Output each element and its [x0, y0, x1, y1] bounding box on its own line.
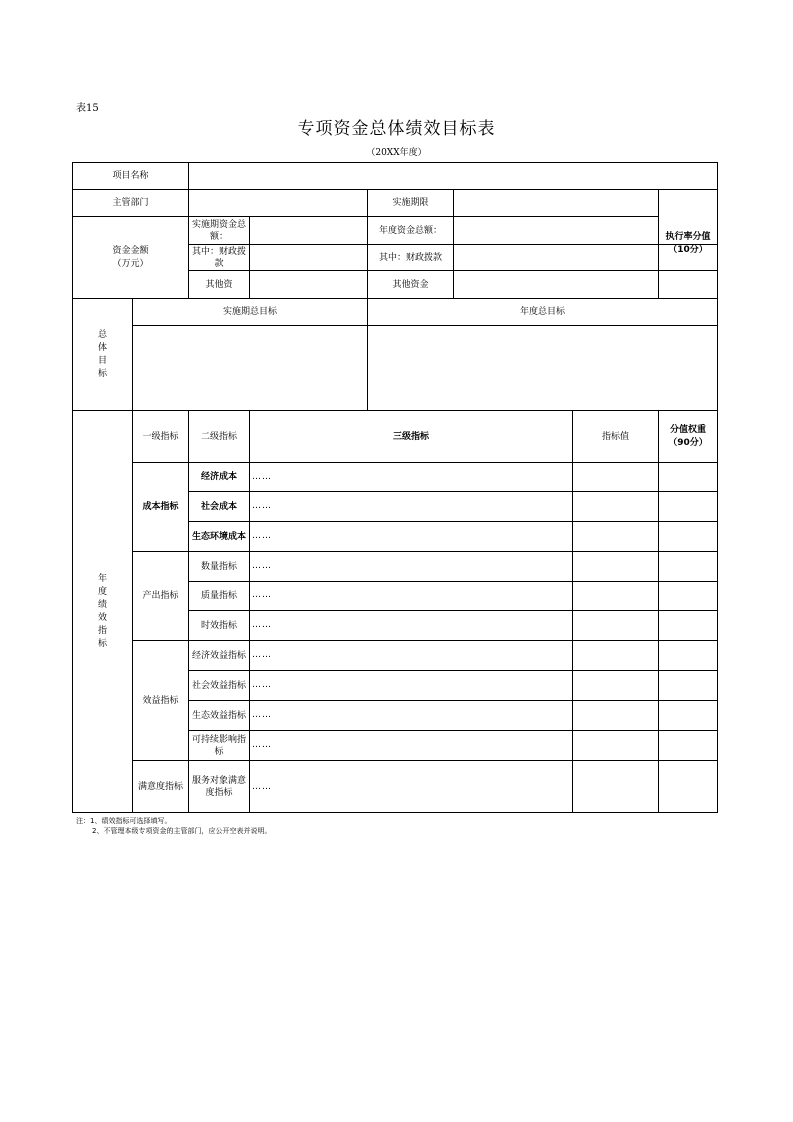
output-quality-label: 质量指标: [200, 591, 237, 601]
level3-ellipsis: ……: [252, 472, 272, 482]
annual-goal-label: 年度总目标: [519, 307, 565, 317]
overall-goal-char: 标: [97, 368, 107, 379]
other-impl-label: 其他资: [205, 279, 233, 290]
satisfaction-service-label: 服务对象满意度指标: [191, 775, 246, 798]
benefit-sustain-label: 可持续影响指标: [191, 734, 246, 757]
level3-ellipsis: ……: [252, 620, 272, 630]
level3-ellipsis: ……: [252, 680, 272, 690]
cost-social-label: 社会成本: [200, 501, 237, 512]
funds-label-line2: （万元）: [112, 258, 149, 269]
header-weight: [659, 411, 717, 462]
level3-ellipsis: ……: [252, 710, 272, 720]
header-value: 指标值: [601, 431, 629, 442]
level3-ellipsis: ……: [252, 740, 272, 750]
header-weight-line2: （90分）: [668, 437, 708, 448]
fiscal-label-impl: 其中：财政拨款: [191, 246, 246, 269]
level3-ellipsis: ……: [252, 590, 272, 600]
output-qty-label: 数量指标: [200, 561, 237, 572]
funds-label: [73, 217, 188, 298]
page-subtitle: （20XX年度）: [366, 148, 427, 158]
exec-score-line2: （10分）: [668, 245, 708, 255]
header-level3: 三级指标: [392, 431, 429, 442]
output-time-label: 时效指标: [200, 620, 237, 631]
annual-perf-char: 指: [97, 625, 107, 636]
project-name-label: 项目名称: [112, 171, 149, 181]
exec-score-label: [659, 190, 717, 298]
cost-eco-label: 生态环境成本: [191, 531, 246, 542]
footnote-1: 注：1、绩效指标可选择填写。: [76, 817, 172, 825]
annual-perf-char: 度: [97, 586, 107, 597]
header-level2: 二级指标: [200, 431, 237, 442]
exec-score-line1: 执行率分值: [665, 232, 711, 242]
output-indicator-label: 产出指标: [142, 591, 179, 601]
benefit-social-label: 社会效益指标: [191, 680, 246, 691]
benefit-eco-label: 生态效益指标: [191, 710, 246, 721]
overall-goal-char: 目: [97, 355, 107, 366]
annual-perf-char: 绩: [97, 599, 107, 610]
level3-ellipsis: ……: [252, 650, 272, 660]
overall-goal-char: 体: [97, 342, 107, 353]
funds-label-line1: 资金金额: [112, 245, 149, 256]
level3-ellipsis: ……: [252, 501, 272, 511]
table-number: 表15: [76, 103, 99, 114]
impl-period-label: 实施期限: [392, 198, 429, 208]
benefit-economic-label: 经济效益指标: [191, 650, 246, 661]
level3-ellipsis: ……: [252, 531, 272, 541]
annual-perf-char: 年: [97, 573, 107, 584]
cost-indicator-label: 成本指标: [142, 502, 179, 512]
impl-total-label: 实施期资金总额：: [191, 219, 246, 242]
header-weight-line1: 分值权重: [669, 424, 706, 435]
benefit-indicator-label: 效益指标: [142, 695, 179, 706]
other-annual-label: 其他资金: [392, 279, 429, 290]
overall-goal-label: [73, 299, 132, 410]
overall-goal-char: 总: [97, 329, 107, 340]
footnotes: [76, 816, 271, 836]
dept-label: 主管部门: [112, 198, 149, 208]
annual-perf-label: [73, 411, 132, 812]
level3-ellipsis: ……: [252, 561, 272, 571]
header-level1: 一级指标: [142, 431, 179, 442]
satisfaction-indicator-label: 满意度指标: [137, 781, 183, 792]
annual-perf-char: 效: [97, 612, 107, 623]
fiscal-label-annual: 其中：财政拨款: [378, 252, 442, 263]
level3-ellipsis: ……: [252, 782, 272, 792]
annual-total-label: 年度资金总额：: [378, 225, 442, 236]
footnote-2: 2、不管理本级专项资金的主管部门，应公开空表并说明。: [92, 827, 272, 835]
impl-goal-label: 实施期总目标: [222, 307, 277, 317]
page-title: 专项资金总体绩效目标表: [297, 119, 496, 139]
annual-perf-char: 标: [97, 638, 107, 649]
cost-economic-label: 经济成本: [200, 472, 237, 482]
